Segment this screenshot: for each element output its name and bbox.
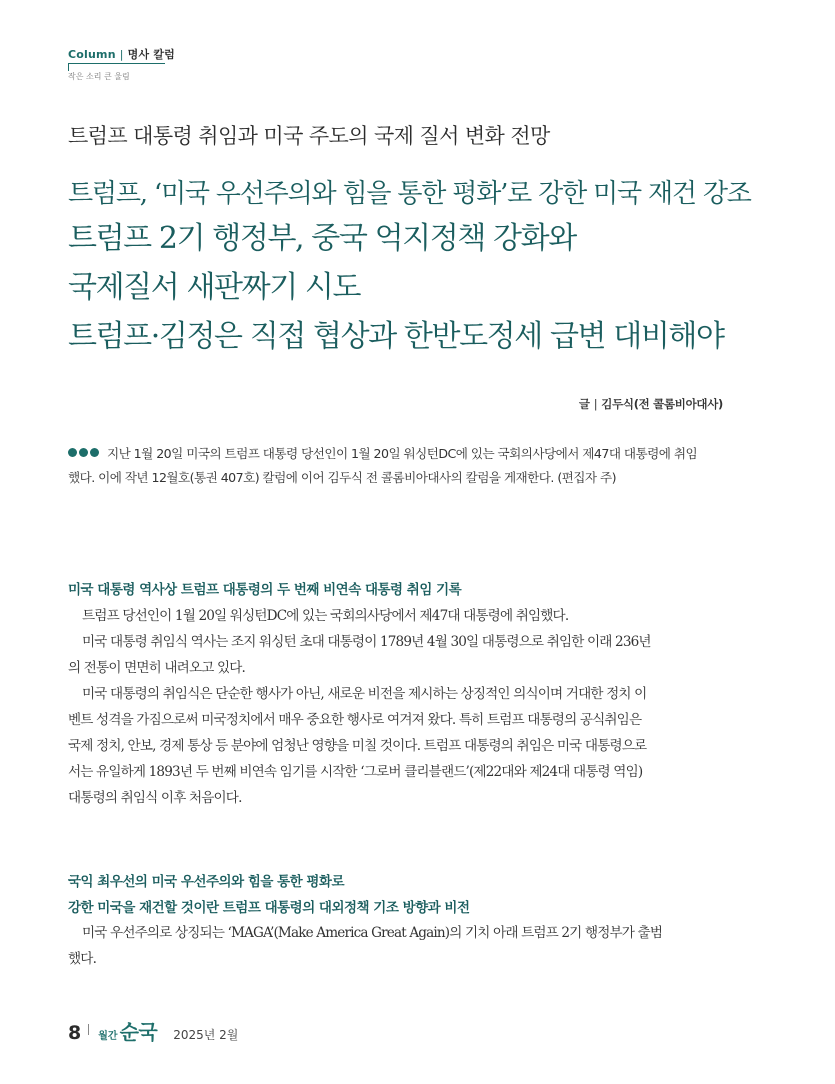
column-category: 명사 칼럼 [127,48,175,61]
editor-note [68,442,728,490]
footer-separator [88,1024,89,1035]
headline-line-3: 국제질서 새판짜기 시도 [68,270,361,305]
column-label-row [68,46,175,62]
header-rule-tick [68,63,69,71]
column-header [68,46,175,62]
editor-note-line-1 [68,442,728,466]
article-subtitle: 트럼프 대통령 취임과 미국 주도의 국제 질서 변화 전망 [68,124,550,148]
paragraph-line: 미국 대통령 취임식 역사는 조지 워싱턴 초대 대통령이 1789년 4월 30일 대통령으로 취임한 이래 236년 [82,634,651,650]
editor-note-text-1: 지난 1월 20일 미국의 트럼프 대통령 당선인이 1월 20일 워싱턴DC에 있는 국회의사당에서 제47대 대통령에 취임 [107,446,698,461]
magazine-prefix: 월간 [98,1031,118,1042]
page-number: 8 [68,1022,82,1044]
byline-prefix: 글 [578,397,590,411]
article-headline [68,174,751,361]
header-rule [68,63,165,64]
section-2-body [68,920,723,972]
byline-separator: | [593,397,598,411]
paragraph-line: 미국 우선주의로 상징되는 ‘MAGA’(Make America Great Again)의 기치 아래 트럼프 2기 행정부가 출범 [82,925,663,941]
paragraph-line: 의 전통이 면면히 내려오고 있다. [68,660,246,676]
paragraph-line: 벤트 성격을 가짐으로써 미국정치에서 매우 중요한 행사로 여겨져 왔다. 특히 트럼프 대통령의 공식취임은 [68,712,642,728]
issue-date: 2025년 2월 [173,1028,239,1042]
editor-note-line-2: 했다. 이에 작년 12월호(통권 407호) 칼럼에 이어 김두식 전 콜롬비아대사의 칼럼을 게재한다. (편집자 주) [68,470,616,485]
column-sub-label: 작은 소리 큰 울림 [68,72,130,81]
byline-author: 김두식(전 콜롬비아대사) [601,397,723,411]
bullet-dots-icon [68,441,101,465]
byline [579,396,723,412]
section-1-body [68,603,723,811]
magazine-name: 순국 [119,1020,158,1044]
headline-line-2: 트럼프 2기 행정부, 중국 억지정책 강화와 [68,221,576,256]
header-separator: | [119,48,124,61]
paragraph-line: 했다. [68,951,97,967]
paragraph-line: 대통령의 취임식 이후 처음이다. [68,790,242,806]
paragraph-line: 국제 정치, 안보, 경제 통상 등 분야에 엄청난 영향을 미칠 것이다. 트럼프 대통령의 취임은 미국 대통령으로 [68,738,647,754]
column-label: Column [68,48,116,61]
page-footer [68,1016,238,1045]
headline-line-1: 트럼프, ‘미국 우선주의와 힘을 통한 평화’로 강한 미국 재건 강조 [68,179,751,209]
section-1-title: 미국 대통령 역사상 트럼프 대통령의 두 번째 비연속 대통령 취임 기록 [68,582,462,598]
section-2-title-line-2: 강한 미국을 재건할 것이란 트럼프 대통령의 대외정책 기조 방향과 비전 [68,900,470,916]
paragraph-line: 미국 대통령의 취임식은 단순한 행사가 아닌, 새로운 비전을 제시하는 상징적인 의식이며 거대한 정치 이 [82,686,647,702]
paragraph-line: 서는 유일하게 1893년 두 번째 비연속 임기를 시작한 ‘그로버 클리블랜드’(제22대와 제24대 대통령 역임) [68,764,643,780]
paragraph-line: 트럼프 당선인이 1월 20일 워싱턴DC에 있는 국회의사당에서 제47대 대통령에 취임했다. [82,608,569,624]
headline-line-4: 트럼프·김정은 직접 협상과 한반도정세 급변 대비해야 [68,319,724,354]
section-2-title-line-1: 국익 최우선의 미국 우선주의와 힘을 통한 평화로 [68,874,345,890]
